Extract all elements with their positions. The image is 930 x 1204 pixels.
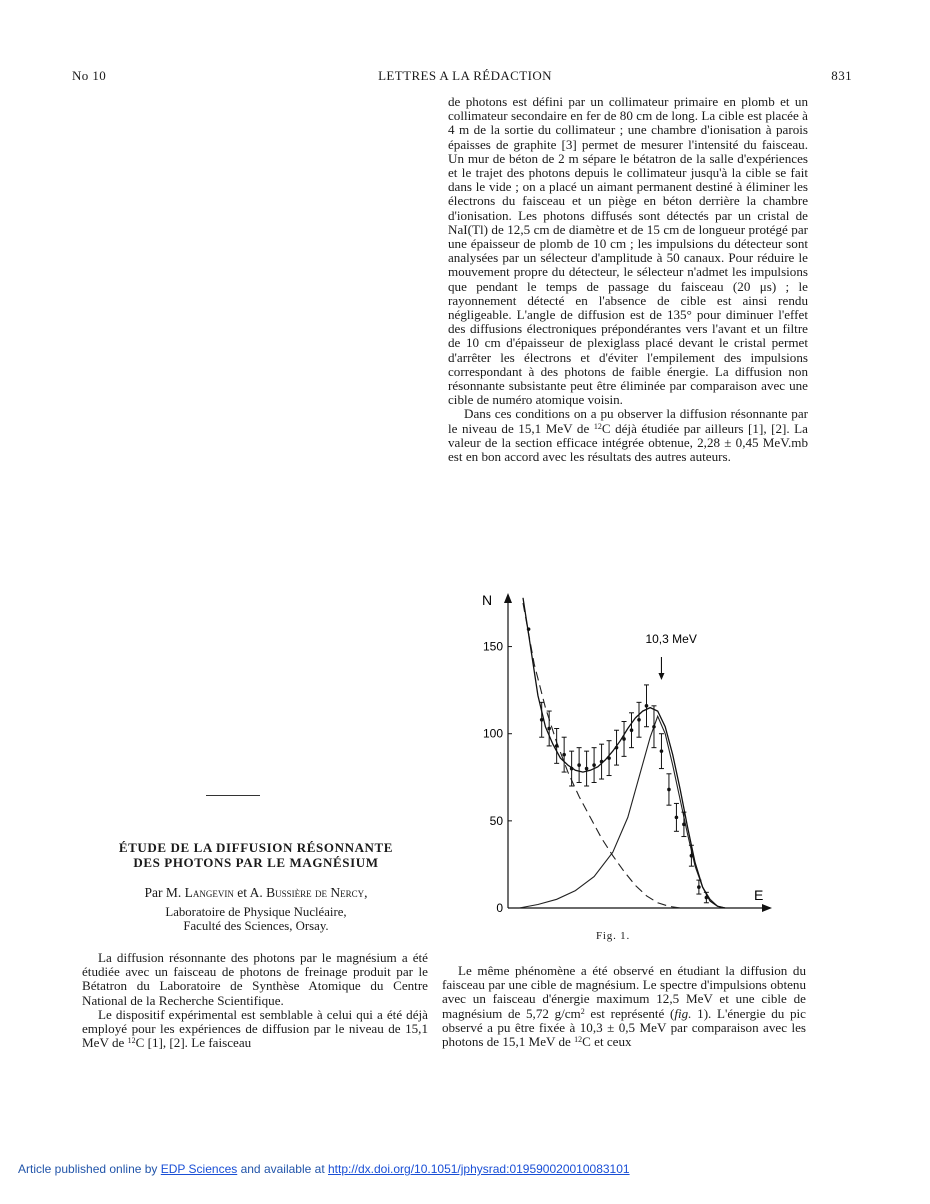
paragraph: de photons est défini par un collimateur primaire en plomb et un collimateur secondaire en fer de 80 cm de long. La cible est placée à 4 m de la sortie du collimateur ; une chambre d'ionisation à parois épaisses de graphite [3] permet de mesurer l'intensité du faisceau. Un mur de béton de 2 m sépare le bétatron de la salle d'expériences et le trajet des photons depuis le collimateur jusqu'à la cible se fait dans le vide ; on a placé un aimant permanent destiné à éliminer les électrons du faisceau et un piège en béton derrière la chambre d'ionisation. Les photons diffusés sont détectés par un cristal de NaI(Tl) de 12,5 cm de diamètre et de 15 cm de longueur protégé par une épaisseur de plomb de 10 cm ; les impulsions du détecteur sont analysées par un sélecteur d'amplitude à 50 canaux. Pour réduire le mouvement propre du détecteur, le sélecteur n'admet les impulsions que pendant le temps de passage du faisceau (20 μs) ; le rayonnement détecté en l'absence de cible est ainsi rendu négligeable. L'angle de diffusion est de 135° pour diminuer l'effet des diffusions électroniques prépondérantes vers l'avant et un filtre de 10 cm d'épaisseur de plexiglass placé devant le cristal permet d'arrêter les électrons et d'éviter l'empilement des impulsions correspondant à des photons de faible énergie. La diffusion non résonnante subsistante peut être éliminée par comparaison avec une cible de numéro atomique voisin. bbox=[448, 94, 808, 408]
affiliation-line-1: Laboratoire de Physique Nucléaire, bbox=[165, 905, 347, 919]
text-run: , bbox=[364, 885, 368, 900]
author-line bbox=[66, 885, 446, 901]
page-number: 831 bbox=[831, 68, 852, 83]
paragraph: La diffusion résonnante des photons par le magnésium a été étudiée avec un faisceau de photons de freinage produit par le Bétatron du Laboratoire de Synthèse Atomique du Centre National de la Recherche Scientifique. bbox=[82, 950, 428, 1008]
peak-annotation-label: 10,3 MeV bbox=[645, 632, 697, 646]
data-point bbox=[660, 749, 664, 753]
y-tick-label: 100 bbox=[482, 726, 503, 741]
data-point bbox=[540, 718, 544, 722]
y-axis-arrow bbox=[504, 593, 512, 603]
section-divider bbox=[206, 795, 260, 796]
right-column-top bbox=[448, 95, 808, 464]
text-run: Le dispositif expérimental est semblable à celui qui a été déjà employé pour les expériences de diffusion par le niveau de 15,1 MeV de bbox=[82, 1006, 428, 1051]
right-column-bottom bbox=[442, 964, 806, 1049]
x-axis-label: E bbox=[754, 887, 764, 903]
data-point bbox=[585, 767, 589, 771]
title-line-1: ÉTUDE DE LA DIFFUSION RÉSONNANTE bbox=[118, 840, 394, 855]
text-run: Dans ces conditions on a pu observer la diffusion résonnante par le niveau de 15,1 MeV de bbox=[448, 406, 808, 436]
data-point bbox=[562, 753, 566, 757]
figure-caption: Fig. 1. bbox=[596, 930, 631, 942]
y-tick-label: 150 bbox=[482, 639, 503, 654]
text-run: Le même phénomène a été observé en étudiant la diffusion du faisceau par une cible de magnésium. Le spectre d'impulsions obtenu avec un faisceau d'énergie maximum 12,5 MeV et une cible de magnésium de 5,72 g/cm bbox=[442, 963, 806, 1021]
data-point bbox=[690, 854, 694, 858]
footer-text: and available at bbox=[237, 1162, 328, 1176]
y-tick-label: 0 bbox=[496, 901, 503, 915]
doi-link[interactable]: http://dx.doi.org/10.1051/jphysrad:019590020010083101 bbox=[327, 1162, 630, 1176]
text-run: Par M. bbox=[144, 885, 185, 900]
superscript: 12 bbox=[127, 1036, 136, 1046]
data-point bbox=[705, 896, 709, 900]
issue-number: No 10 bbox=[72, 68, 107, 83]
data-point bbox=[592, 763, 596, 767]
title-line-2: DES PHOTONS PAR LE MAGNÉSIUM bbox=[133, 855, 379, 870]
data-point bbox=[527, 627, 531, 631]
y-tick-label: 50 bbox=[489, 813, 503, 828]
data-point bbox=[600, 760, 604, 764]
paragraph bbox=[82, 1008, 428, 1051]
text-run: est représenté ( bbox=[584, 1005, 675, 1021]
peak-curve bbox=[519, 716, 725, 908]
figure-1 bbox=[470, 585, 790, 925]
data-point bbox=[667, 788, 671, 792]
figure-reference: fig. bbox=[674, 1005, 692, 1021]
left-column bbox=[82, 951, 428, 1050]
superscript: 2 bbox=[580, 1006, 585, 1016]
data-point bbox=[697, 885, 701, 889]
text-run: C déjà étudiée par ailleurs [1], [2]. La valeur de la section efficace intégrée obtenue, 2,28 ± 0,45 MeV.mb est en bon accord avec les résultats des autres auteurs. bbox=[448, 420, 808, 465]
paragraph bbox=[442, 964, 806, 1049]
data-point bbox=[577, 763, 581, 767]
article-title bbox=[66, 840, 446, 870]
paragraph bbox=[448, 407, 808, 464]
journal-section-title: LETTRES A LA RÉDACTION bbox=[378, 68, 552, 83]
data-point bbox=[630, 728, 634, 732]
y-axis-label: N bbox=[482, 592, 493, 608]
data-point bbox=[675, 816, 679, 820]
publisher-link[interactable]: EDP Sciences bbox=[160, 1162, 238, 1176]
data-point bbox=[622, 737, 626, 741]
data-point bbox=[645, 704, 649, 708]
superscript: 12 bbox=[593, 421, 602, 431]
spectrum-chart bbox=[470, 585, 790, 925]
text-run: et A. bbox=[233, 885, 267, 900]
publication-footer bbox=[18, 1162, 630, 1176]
data-point bbox=[547, 727, 551, 731]
author-name: Langevin bbox=[184, 885, 234, 900]
affiliation bbox=[66, 905, 446, 933]
superscript: 12 bbox=[574, 1035, 583, 1045]
x-axis-arrow bbox=[762, 904, 772, 912]
text-run: C et ceux bbox=[582, 1034, 632, 1050]
data-point bbox=[555, 744, 559, 748]
annotation-arrowhead bbox=[658, 673, 664, 680]
text-run: C [1], [2]. Le faisceau bbox=[135, 1035, 252, 1051]
affiliation-line-2: Faculté des Sciences, Orsay. bbox=[183, 919, 329, 933]
data-point bbox=[607, 756, 611, 760]
footer-text: Article published online by bbox=[18, 1162, 161, 1176]
data-point bbox=[615, 746, 619, 750]
data-point bbox=[652, 725, 656, 729]
data-point bbox=[637, 718, 641, 722]
text-run: 1). L'énergie du pic observé a pu être fixée à 10,3 ± 0,5 MeV par comparaison avec les photons de 15,1 MeV de bbox=[442, 1005, 806, 1050]
data-point bbox=[570, 767, 574, 771]
data-point bbox=[682, 823, 686, 827]
author-name: Bussière de Nercy bbox=[266, 885, 365, 900]
